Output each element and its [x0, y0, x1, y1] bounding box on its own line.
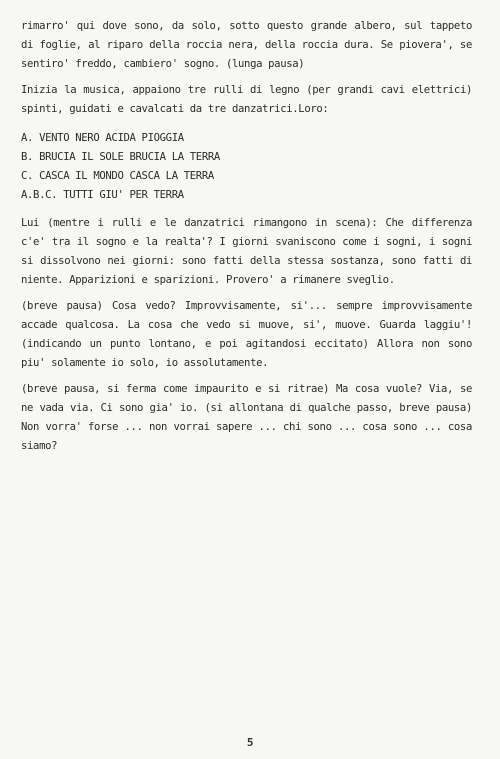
- paragraph-stage-direction: Inizia la musica, appaiono tre rulli di legno (per grandi cavi elettrici) spinti, guidati e cavalcati da tre danzatrici.Loro:: [21, 84, 472, 115]
- paragraph-intro: rimarro' qui dove sono, da solo, sotto questo grande albero, sul tappeto di foglie, al riparo della roccia nera, della roccia dura. Se piovera', se sentiro' freddo, cambiero' sogno. (lunga pausa): [21, 20, 472, 70]
- paragraph-lui: Lui (mentre i rulli e le danzatrici rimangono in scena): Che differenza c'e' tra il sogno e la realta'? I giorni svaniscono come i sogni, i sogni si dissolvono nei giorni: sono fatti della stessa sostanza, sono fatti di niente. Apparizioni e sparizioni. Provero' a rimanere sveglio.: [21, 217, 472, 286]
- chant-line-b: B. BRUCIA IL SOLE BRUCIA LA TERRA: [21, 151, 220, 163]
- script-text: [21, 17, 472, 456]
- chant-line-a: A. VENTO NERO ACIDA PIOGGIA: [21, 132, 184, 144]
- chant-line-abc: A.B.C. TUTTI GIU' PER TERRA: [21, 189, 184, 201]
- paragraph-breve-pausa-2: (breve pausa, si ferma come impaurito e si ritrae) Ma cosa vuole? Via, se ne vada via. Ci sono gia' io. (si allontana di qualche passo, breve pausa) Non vorra' forse ... non vorrai sapere ... chi sono ... cosa sono ... cosa siamo?: [21, 383, 472, 452]
- page-number: 5: [246, 736, 254, 749]
- chant-line-c: C. CASCA IL MONDO CASCA LA TERRA: [21, 170, 214, 182]
- paragraph-breve-pausa-1: (breve pausa) Cosa vedo? Improvvisamente, si'... sempre improvvisamente accade qualcosa. La cosa che vedo si muove, si', muove. Guarda laggiu'! (indicando un punto lontano, e poi agitandosi eccitato) Allora non sono piu' solamente io solo, io assolutamente.: [21, 300, 472, 369]
